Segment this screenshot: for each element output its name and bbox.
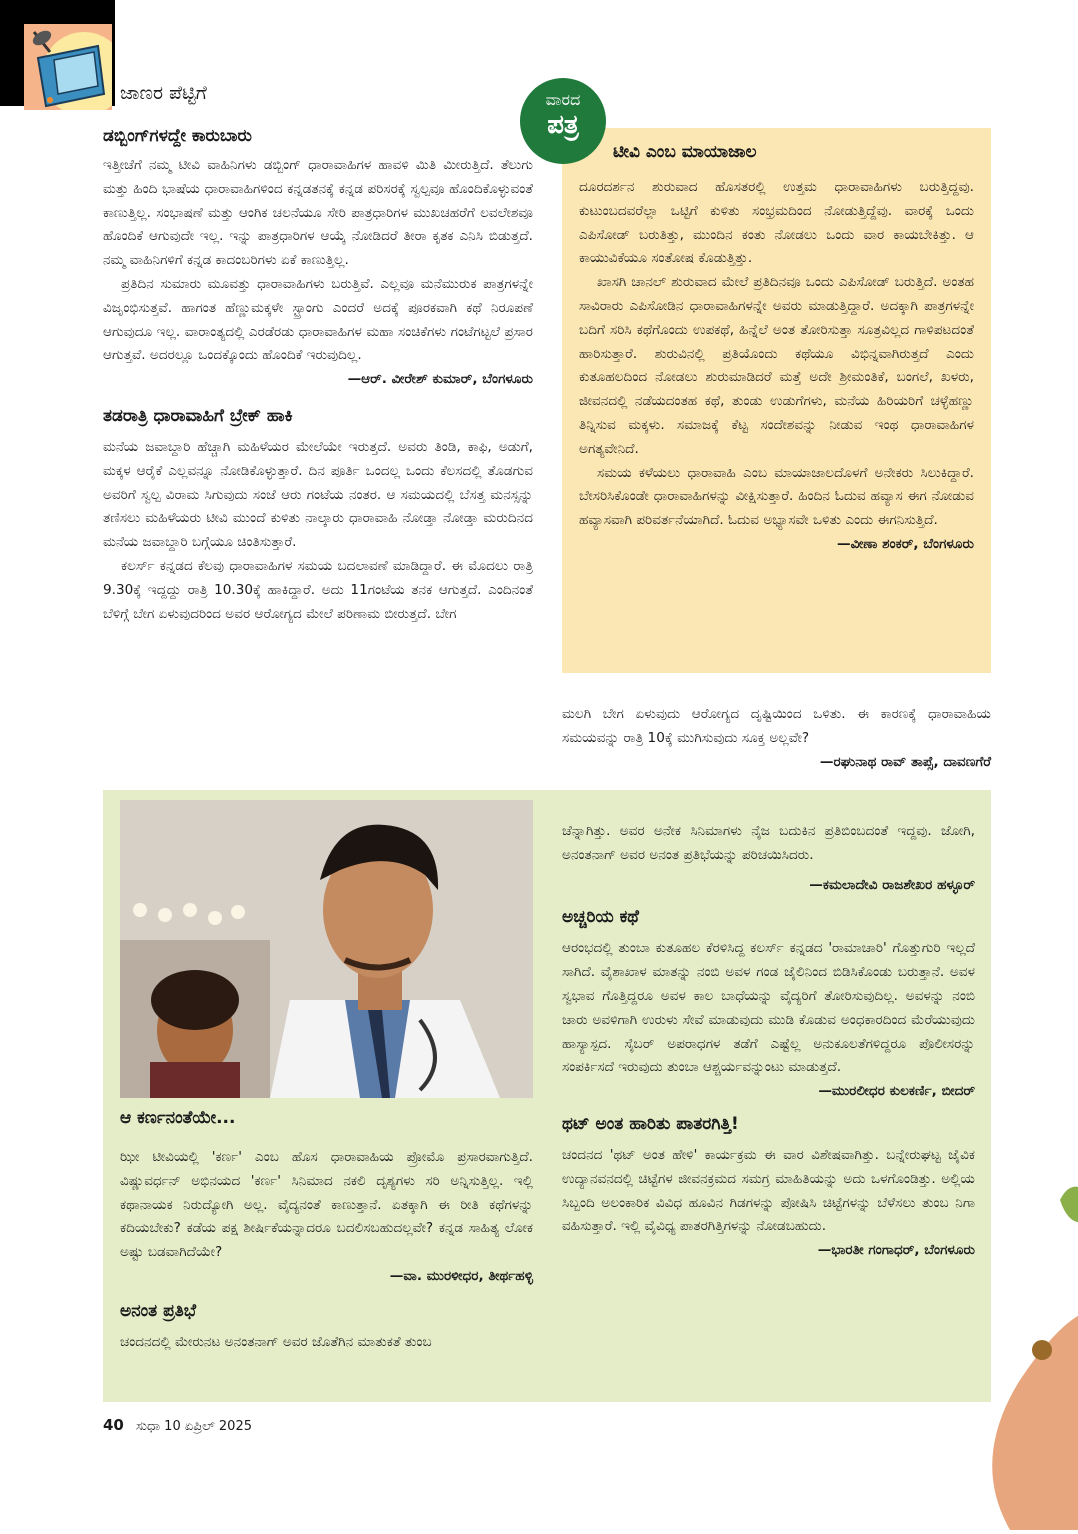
featured-paragraph: ಸಮಯ ಕಳೆಯಲು ಧಾರಾವಾಹಿ ಎಂಬ ಮಾಯಾಜಾಲದೊಳಗೆ ಅನೇಕರು ಸಿಲುಕಿದ್ದಾರೆ. ಬೇಸರಿಸಿಕೊಂಡೇ ಧಾರಾವಾಹಿಗಳನ್ನು ವೀಕ್ಷಿಸುತ್ತಾರೆ. ಹಿಂದಿನ ಓದುವ ಹವ್ಯಾಸ ಈಗ ನೋಡುವ ಹವ್ಯಾಸವಾಗಿ ಪರಿವರ್ತನೆಯಾಗಿದೆ. ಓದುವ ಅಭ್ಯಾಸವೇ ಒಳಿತು ಎಂದು ಈಗನಿಸುತ್ತಿದೆ. [579,464,974,529]
article-paragraph: ಇತ್ತೀಚೆಗೆ ನಮ್ಮ ಟೀವಿ ವಾಹಿನಿಗಳು ಡಬ್ಬಿಂಗ್ ಧಾರಾವಾಹಿಗಳ ಹಾವಳಿ ಮಿತಿ ಮೀರುತ್ತಿದೆ. ತೆಲುಗು ಮತ್ತು ಹಿಂದಿ ಭಾಷೆಯ ಧಾರಾವಾಹಿಗಳಿಂದ ಕನ್ನಡತನಕ್ಕೆ ಕನ್ನಡ ಪರಿಸರಕ್ಕೆ ಸ್ವಲ್ಪವೂ ಹೊಂದಿಕೊಳ್ಳುವಂತೆ ಕಾಣುತ್ತಿಲ್ಲ. ಸಂಭಾಷಣೆ ಮತ್ತು ಆಂಗಿಕ ಚಲನೆಯೂ ಸೇರಿ ಪಾತ್ರಧಾರಿಗಳ ಮುಖಚಹರೆಗೆ ಲವಲೇಶವೂ ಹೊಂದಿಕೆ ಆಗುವುದೇ ಇಲ್ಲ. ಇನ್ನು ಪಾತ್ರಧಾರಿಗಳ ಆಯ್ಕೆ ನೋಡಿದರೆ ತೀರಾ ಕೃತಕ ಎನಿಸಿ ಬಿಡುತ್ತದೆ. ನಮ್ಮ ವಾಹಿನಿಗಳಿಗೆ ಕನ್ನಡ ಕಾದಂಬರಿಗಳು ಏಕೆ ಕಾಣುತ್ತಿಲ್ಲ. [103,157,533,269]
letter-paragraph: ಝೀ ಟೀವಿಯಲ್ಲಿ 'ಕರ್ಣ' ಎಂಬ ಹೊಸ ಧಾರಾವಾಹಿಯ ಪ್ರೋಮೊ ಪ್ರಸಾರವಾಗುತ್ತಿದೆ. ವಿಷ್ಣುವರ್ಧನ್ ಅಭಿನಯದ 'ಕರ್ಣ' ಸಿನಿಮಾದ ನಕಲಿ ದೃಶ್ಯಗಳು ಸರಿ ಅನ್ನಿಸುತ್ತಿಲ್ಲ. ಇಲ್ಲಿ ಕಥಾನಾಯಕ ನಿರುದ್ಯೋಗಿ ಅಲ್ಲ. ವೈದ್ಯನಂತೆ ಕಾಣುತ್ತಾನೆ. ಏತಕ್ಕಾಗಿ ಈ ರೀತಿ ಕಥೆಗಳನ್ನು ಕದಿಯಬೇಕು? ಕಡೆಯ ಪಕ್ಷ ಶೀರ್ಷಿಕೆಯನ್ನಾದರೂ ಬದಲಿಸಬಹುದಲ್ಲವೇ? ಕನ್ನಡ ಸಾಹಿತ್ಯ ಲೋಕ ಅಷ್ಟು ಬಡವಾಗಿದೆಯೇ? [120,1149,533,1261]
serial-still-photo [120,800,533,1098]
article-paragraph: ಪ್ರತಿದಿನ ಸುಮಾರು ಮೂವತ್ತು ಧಾರಾವಾಹಿಗಳು ಬರುತ್ತಿವೆ. ಎಲ್ಲವೂ ಮನೆಮುರುಕ ಪಾತ್ರಗಳನ್ನೇ ವಿಜೃಂಭಿಸುತ್ತವೆ. ಹಾಗಂತ ಹೆಣ್ಣುಮಕ್ಕಳೇ ಸ್ಟ್ರಾಂಗು ಎಂದರೆ ಅದಕ್ಕೆ ಪೂರಕವಾಗಿ ಕಥೆ ನಿರೂಪಣೆ ಆಗುವುದೂ ಇಲ್ಲ. ವಾರಾಂತ್ಯದಲ್ಲಿ ಎರಡೆರಡು ಧಾರಾವಾಹಿಗಳ ಮಹಾ ಸಂಚಿಕೆಗಳು ಗಂಟೆಗಟ್ಟಲೆ ಪ್ರಸಾರ ಆಗುತ್ತವೆ. ಅದರಲ್ಲೂ ಒಂದಕ್ಕೊಂದು ಹೊಂದಿಕೆ ಇರುವುದಿಲ್ಲ. [103,275,533,364]
article-paragraph: ಮನೆಯ ಜವಾಬ್ದಾರಿ ಹೆಚ್ಚಾಗಿ ಮಹಿಳೆಯರ ಮೇಲೆಯೇ ಇರುತ್ತದೆ. ಅವರು ತಿಂಡಿ, ಕಾಫಿ, ಅಡುಗೆ, ಮಕ್ಕಳ ಆರೈಕೆ ಎಲ್ಲವನ್ನೂ ನೋಡಿಕೊಳ್ಳುತ್ತಾರೆ. ದಿನ ಪೂರ್ತಿ ಒಂದಲ್ಲ ಒಂದು ಕೆಲಸದಲ್ಲಿ ತೊಡಗುವ ಅವರಿಗೆ ಸ್ವಲ್ಪ ವಿರಾಮ ಸಿಗುವುದು ಸಂಜೆ ಆರು ಗಂಟೆಯ ನಂತರ. ಆ ಸಮಯದಲ್ಲಿ ಬೆಸತ್ತ ಮನಸ್ಸನ್ನು ತಣಿಸಲು ಮಹಿಳೆಯರು ಟೀವಿ ಮುಂದೆ ಕುಳಿತು ನಾಲ್ಕಾರು ಧಾರಾವಾಹಿ ನೋಡ್ತಾ ನೋಡ್ತಾ ಮರುದಿನದ ಮನೆಯ ಜವಾಬ್ದಾರಿ ಬಗ್ಗೆಯೂ ಚಿಂತಿಸುತ್ತಾರೆ. [103,438,533,551]
featured-paragraph: ಖಾಸಗಿ ಚಾನಲ್ ಶುರುವಾದ ಮೇಲೆ ಪ್ರತಿದಿನವೂ ಒಂದು ಎಪಿಸೋಡ್ ಬರುತ್ತಿದೆ. ಅಂತಹ ಸಾವಿರಾರು ಎಪಿಸೋಡಿನ ಧಾರಾವಾಹಿಗಳನ್ನೇ ಅವರು ಮಾಡುತ್ತಿದ್ದಾರೆ. ಅದಕ್ಕಾಗಿ ಪಾತ್ರಗಳನ್ನೇ ಬದಿಗೆ ಸರಿಸಿ ಕಥೆಗೊಂದು ಉಪಕಥೆ, ಹಿನ್ನೆಲೆ ಅಂತ ತೋರಿಸುತ್ತಾ ಸೂತ್ರವಿಲ್ಲದ ಗಾಳಿಪಟದಂತೆ ಹಾರಿಸುತ್ತಾರೆ. ಶುರುವಿನಲ್ಲಿ ಪ್ರತಿಯೊಂದು ಕಥೆಯೂ ವಿಭಿನ್ನವಾಗಿರುತ್ತದೆ ಎಂದು ಕುತೂಹಲದಿಂದ ನೋಡಲು ಶುರುಮಾಡಿದರೆ ಮತ್ತೆ ಅದೇ ಶ್ರೀಮಂತಿಕೆ, ಬಂಗಲೆ, ಖಳರು, ಜೀವನದಲ್ಲಿ ನಡೆಯದಂತಹ ಕಥೆ, ತುಂಡು ಉಡುಗೆಗಳು, ಮನೆಯ ಹಿರಿಯರಿಗೆ ಚಳ್ಳೆಹಣ್ಣು ತಿನ್ನಿಸುವ ಮಕ್ಕಳು. ಸಮಾಜಕ್ಕೆ ಕೆಟ್ಟ ಸಂದೇಶವನ್ನು ನೀಡುವ ಇಂಥ ಧಾರಾವಾಹಿಗಳ ಅಗತ್ಯವೇನಿದೆ. [579,274,974,457]
letter-title: ಥಟ್ ಅಂತ ಹಾರಿತು ಪಾತರಗಿತ್ತಿ! [562,1113,739,1134]
letter-signature: —ಕಮಲಾದೇವಿ ರಾಜಶೇಖರ ಹಳ್ಳೂರ್ [809,876,975,893]
letter-paragraph: ಚಂದನದಲ್ಲಿ ಮೇರುನಟ ಅನಂತನಾಗ್ ಅವರ ಜೊತೆಗಿನ ಮಾತುಕತೆ ತುಂಬ [120,1333,432,1350]
letter-of-week-badge [520,78,606,164]
right-continuation [562,703,991,774]
letter-signature: —ಭಾರತೀ ಗಂಗಾಧರ್, ಬೆಂಗಳೂರು [817,1242,975,1259]
letter-paragraph: ಆರಂಭದಲ್ಲಿ ತುಂಬಾ ಕುತೂಹಲ ಕೆರಳಿಸಿದ್ದ ಕಲರ್ಸ್ ಕನ್ನಡದ 'ರಾಮಾಚಾರಿ' ಗೊತ್ತುಗುರಿ ಇಲ್ಲದೆ ಸಾಗಿದೆ. ವೈಶಾಖಾಳ ಮಾತನ್ನು ನಂಬಿ ಅವಳ ಗಂಡ ಜೈಲಿನಿಂದ ಬಿಡಿಸಿಕೊಂಡು ಬರುತ್ತಾನೆ. ಅವಳ ಸ್ವಭಾವ ಗೊತ್ತಿದ್ದರೂ ಅವಳ ಕಾಲ ಬಾಧೆಯನ್ನು ವೈದ್ಯರಿಗೆ ತೋರಿಸುವುದಿಲ್ಲ. ಅವಳನ್ನು ನಂಬಿ ಚಾರು ಅವಳಿಗಾಗಿ ಉರುಳು ಸೇವೆ ಮಾಡುವುದು ಮುಡಿ ಕೊಡುವ ಅಂಧಕಾರದಿಂದ ಮೆರೆಯುವುದು ಹಾಸ್ಯಾಸ್ಪದ. ಸೈಬರ್ ಅಪರಾಧಗಳ ತಡೆಗೆ ಎಷ್ಟೆಲ್ಲ ಅನುಕೂಲತೆಗಳಿದ್ದರೂ ಪೊಲೀಸರನ್ನು ಸಂಪರ್ಕಿಸದೆ ಇರುವುದು ತುಂಬಾ ಆಶ್ಚರ್ಯವನ್ನುಂಟು ಮಾಡುತ್ತದೆ. [562,940,975,1076]
article-title: ತಡರಾತ್ರಿ ಧಾರಾವಾಹಿಗೆ ಬ್ರೇಕ್ ಹಾಕಿ [103,405,293,426]
featured-signature: —ವೀಣಾ ಶಂಕರ್, ಬೆಂಗಳೂರು [836,535,974,552]
letter-paragraph: ಚೆನ್ನಾಗಿತ್ತು. ಅವರ ಅನೇಕ ಸಿನಿಮಾಗಳು ನೈಜ ಬದುಕಿನ ಪ್ರತಿಬಿಂಬದಂತೆ ಇದ್ದವು. ಜೋಗಿ, ಅನಂತನಾಗ್ ಅವರ ಅನಂತ ಪ್ರತಿಭೆಯನ್ನು ಪರಿಚಯಿಸಿದರು. [562,823,975,863]
letters-box [103,790,991,1402]
article-title: ಡಬ್ಬಿಂಗ್‌ಗಳದ್ದೇ ಕಾರುಬಾರು [103,126,252,146]
badge-line2: ಪತ್ರ [547,110,579,140]
badge-line1: ವಾರದ [545,90,581,109]
article-paragraph: ಮಲಗಿ ಬೇಗ ಏಳುವುದು ಆರೋಗ್ಯದ ದೃಷ್ಟಿಯಿಂದ ಒಳಿತು. ಈ ಕಾರಣಕ್ಕೆ ಧಾರಾವಾಹಿಯ ಸಮಯವನ್ನು ರಾತ್ರಿ 10ಕ್ಕೆ ಮುಗಿಸುವುದು ಸೂಕ್ತ ಅಲ್ಲವೇ? [562,706,991,746]
letter-title: ಆ ಕರ್ಣನಂತೆಯೇ... [120,1108,236,1128]
featured-letter-box [562,128,991,673]
article-paragraph: ಕಲರ್ಸ್ ಕನ್ನಡದ ಕೆಲವು ಧಾರಾವಾಹಿಗಳ ಸಮಯ ಬದಲಾವಣೆ ಮಾಡಿದ್ದಾರೆ. ಈ ಮೊದಲು ರಾತ್ರಿ 9.30ಕ್ಕೆ ಇದ್ದದ್ದು ರಾತ್ರಿ 10.30ಕ್ಕೆ ಹಾಕಿದ್ದಾರೆ. ಅದು 11ಗಂಟೆಯ ತನಕ ಆಗುತ್ತದೆ. ಎಂದಿನಂತೆ ಬೆಳಿಗ್ಗೆ ಬೇಗ ಏಳುವುದರಿಂದ ಅವರ ಆರೋಗ್ಯದ ಮೇಲೆ ಪರಿಣಾಮ ಬೀರುತ್ತದೆ. ಬೇಗ [103,557,533,622]
featured-paragraph: ದೂರದರ್ಶನ ಶುರುವಾದ ಹೊಸತರಲ್ಲಿ ಉತ್ತಮ ಧಾರಾವಾಹಿಗಳು ಬರುತ್ತಿದ್ದವು. ಕುಟುಂಬದವರೆಲ್ಲಾ ಒಟ್ಟಿಗೆ ಕುಳಿತು ಸಂಭ್ರಮದಿಂದ ನೋಡುತ್ತಿದ್ದೆವು. ವಾರಕ್ಕೆ ಒಂದು ಎಪಿಸೋಡ್ ಬರುತಿತ್ತು, ಮುಂದಿನ ಕಂತು ನೋಡಲು ಒಂದು ವಾರ ಕಾಯಬೇಕಿತ್ತು. ಆ ಕಾಯುವಿಕೆಯೂ ಸಂತೋಷ ಕೊಡುತ್ತಿತ್ತು. [579,179,974,267]
letter-paragraph: ಚಂದನದ 'ಥಟ್ ಅಂತ ಹೇಳಿ' ಕಾರ್ಯಕ್ರಮ ಈ ವಾರ ವಿಶೇಷವಾಗಿತ್ತು. ಬನ್ನೇರುಘಟ್ಟ ಜೈವಿಕ ಉದ್ಯಾನವನದಲ್ಲಿ ಚಿಟ್ಟೆಗಳ ಜೀವನಕ್ರಮದ ಸಮಗ್ರ ಮಾಹಿತಿಯನ್ನು ಅದು ಒಳಗೊಂಡಿತ್ತು. ಅಲ್ಲಿಯ ಸಿಬ್ಬಂದಿ ಅಲಂಕಾರಿಕ ವಿವಿಧ ಹೂವಿನ ಗಿಡಗಳನ್ನು ಪೋಷಿಸಿ ಚಿಟ್ಟೆಗಳನ್ನು ಬೆಳೆಸಲು ತುಂಬ ನಿಗಾ ವಹಿಸುತ್ತಾರೆ. ಇಲ್ಲಿ ವೈವಿಧ್ಯ ಪಾತರಗಿತ್ತಿಗಳನ್ನು ನೋಡಬಹುದು. [562,1146,975,1235]
left-column [103,126,533,626]
featured-title: ಟೀವಿ ಎಂಬ ಮಾಯಾಜಾಲ [613,142,757,162]
issue-info: ಸುಧಾ 10 ಏಪ್ರಿಲ್ 2025 [136,1419,252,1434]
page-number: 40 [103,1416,124,1434]
article-signature: —ರಘುನಾಥ ರಾವ್ ತಾಪ್ಸೆ, ದಾವಣಗೆರೆ [819,753,991,770]
tv-icon [24,24,112,110]
letter-signature: —ಮುರಲೀಧರ ಕುಲಕರ್ಣಿ, ಬೀದರ್ [818,1083,975,1100]
article-signature: —ಆರ್. ವೀರೇಶ್ ಕುಮಾರ್, ಬೆಂಗಳೂರು [347,371,533,388]
letter-signature: —ವಾ. ಮುರಳೀಧರ, ತೀರ್ಥಹಳ್ಳಿ [389,1267,533,1284]
letter-title: ಅಚ್ಚರಿಯ ಕಥೆ [562,907,639,928]
page-footer [103,1416,252,1434]
decorative-figure-image [950,1160,1078,1530]
section-name: ಜಾಣರ ಪೆಟ್ಟಿಗೆ [120,82,207,104]
letter-title: ಅನಂತ ಪ್ರತಿಭೆ [120,1300,197,1321]
